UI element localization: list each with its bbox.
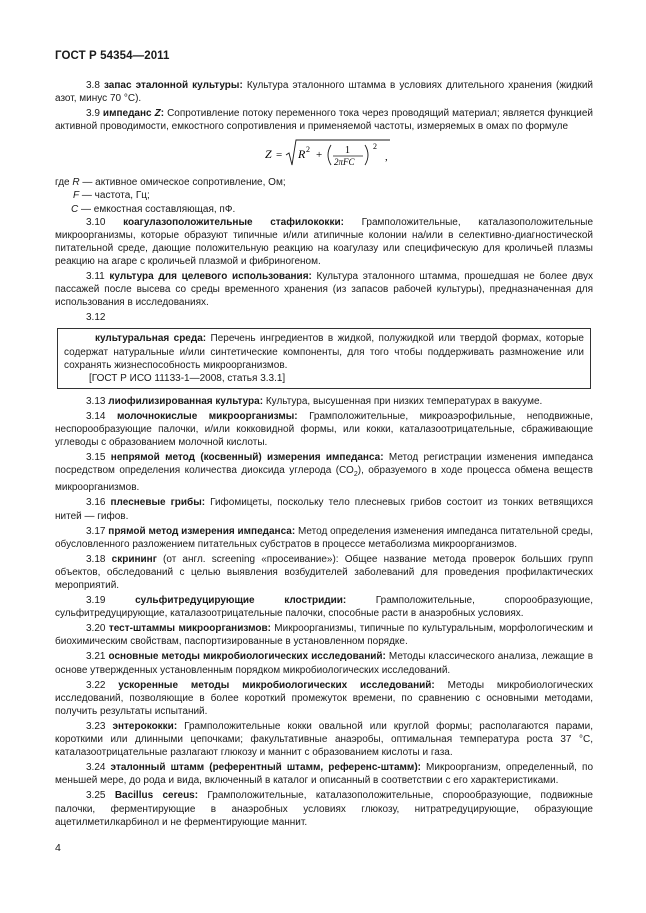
where-symbol: F	[73, 190, 80, 202]
clause-number: 3.15	[86, 452, 106, 464]
definition-3-19	[55, 594, 593, 620]
clause-number: 3.23	[86, 720, 106, 732]
definition-text: Грамположительные кокки овальной или круглой формы; располагаются парами, короткими или длинными цепочками; факультативные анаэробы, оптимальная температура роста 37 °С, каталазоотрицательные разлагают глюкозу и маннит с образованием кислоты и газа.	[55, 720, 593, 759]
term: прямой метод измерения импеданса:	[108, 525, 296, 537]
term: ускоренные методы микробиологических исследований:	[118, 679, 435, 691]
definition-text: (от англ. screening «просеивание»): Общее название метода проверок больших групп объектов, обследований с целью выявления возбудителей заболеваний для проведения профилактических мероприятий.	[55, 553, 594, 591]
impedance-formula	[55, 136, 593, 172]
page-header-title: ГОСТ Р 54354—2011	[55, 50, 170, 62]
formula-eq: =	[276, 149, 283, 162]
term: молочнокислые микроорганизмы:	[116, 410, 298, 422]
right-paren	[365, 145, 368, 165]
definition-text: Культура эталонного штамма, прошедшая не более двух пассажей после высева со среды временного хранения (из запасов рабочей культуры), предназначенная для использования в исследованиях.	[55, 271, 593, 309]
clause-number: 3.19	[86, 595, 106, 607]
left-paren	[328, 145, 331, 165]
definition-3-9	[55, 107, 593, 133]
clause-number: 3.10	[86, 216, 106, 228]
definition-text: Метод регистрации изменения импеданса посредством определения количества диоксида углерода (СО	[55, 452, 594, 477]
definition-text: Сопротивление потоку переменного тока через проводящий материал; является функцией активной проводимости, емкостного сопротивления и применяемой частоты, измеряемых в омах по формуле	[55, 108, 594, 133]
where-text: — активное омическое сопротивление, Ом;	[79, 177, 286, 189]
formula-numerator: 1	[345, 145, 350, 157]
where-symbol: R	[72, 177, 80, 189]
term: лиофилизированная культура:	[108, 395, 264, 407]
definition-3-23	[55, 720, 593, 759]
clause-number: 3.8	[86, 80, 100, 91]
where-row-f	[55, 189, 593, 202]
where-intro: где	[55, 177, 70, 189]
clause-number: 3.12	[86, 312, 106, 324]
page-number: 4	[55, 842, 61, 854]
formula-graphic	[263, 136, 393, 172]
formula-plus: +	[316, 149, 323, 162]
term: энтерококки:	[112, 720, 178, 732]
formula-comma: ,	[385, 151, 388, 164]
where-text: — емкостная составляющая, пФ.	[78, 203, 236, 215]
definition-text: Культура эталонного штамма в условиях длительного хранения (жидкий азот, минус 70 °С).	[55, 80, 593, 105]
definition-3-20	[55, 622, 593, 648]
where-symbol: C	[71, 203, 79, 215]
term: эталонный штамм (референтный штамм, референс-штамм):	[110, 762, 421, 774]
term: тест-штаммы микроорганизмов:	[108, 623, 271, 635]
definition-text: Перечень ингредиентов в жидкой, полужидкой или твердой формах, которые содержат натуральные и/или синтетические компоненты, для того чтобы поддерживать размножение или сохранять жизнеспособность микроорганизмов.	[64, 333, 584, 371]
clause-number: 3.17	[86, 525, 106, 537]
definition-text: Микроорганизм, определенный, по меньшей мере, до рода и вида, включенный в каталог и описанный в соответствии с его характеристиками.	[55, 762, 594, 787]
definition-3-16	[55, 496, 593, 522]
definition-text: Метод определения изменения импеданса питательной среды, обусловленного разложением питательных субстратов в процессе метаболизма микроорганизмов.	[55, 525, 593, 550]
definition-text: Гифомицеты, поскольку тело плесневых грибов состоит из тонких ветвящихся нитей — гифов.	[55, 497, 593, 522]
clause-number: 3.13	[86, 395, 106, 407]
where-row-r	[55, 176, 593, 189]
term: скрининг	[111, 553, 157, 565]
where-list	[55, 176, 593, 215]
clause-number: 3.9	[86, 108, 100, 120]
box-definition	[64, 332, 584, 371]
where-text: — частота, Гц;	[79, 190, 150, 202]
clause-number: 3.20	[86, 623, 106, 635]
formula-r-exponent: 2	[306, 145, 310, 155]
definition-3-13	[55, 395, 593, 408]
formula-paren-exponent: 2	[373, 142, 377, 152]
term: непрямой метод (косвенный) измерения импеданса:	[110, 452, 384, 464]
clause-number: 3.18	[86, 553, 106, 565]
clause-number: 3.14	[86, 410, 106, 422]
definition-3-21	[55, 650, 593, 676]
definition-3-10	[55, 216, 593, 268]
term: культура для целевого использования:	[109, 271, 312, 283]
definition-text: Микроорганизмы, типичные по культуральным, морфологическим и биохимическим свойствам, паспортизированные в установленном порядке.	[55, 623, 593, 648]
formula-r: R	[298, 147, 306, 162]
term: Bacillus cereus:	[114, 790, 199, 802]
term: сульфитредуцирующие клостридии:	[135, 595, 347, 607]
term: плесневые грибы:	[110, 497, 206, 509]
definition-text: Грамположительные, спорообразующие, сульфитредуцирующие, каталазоотрицательные палочки, способные расти в анаэробных условиях.	[55, 595, 594, 620]
definition-3-18	[55, 553, 593, 592]
definition-text-end: ), образуемого в ходе процесса обмена веществ микроорганизмов.	[55, 465, 593, 494]
term: коагулазоположительные стафилококки:	[123, 216, 344, 228]
definition-text: Методы классического анализа, лежащие в основе утвержденных установленным порядком микробиологических исследований.	[55, 651, 594, 676]
clause-number: 3.16	[86, 497, 106, 509]
definition-3-12-number	[55, 311, 593, 324]
clause-number: 3.21	[86, 651, 106, 663]
where-row-c	[55, 203, 593, 216]
definition-3-8	[55, 79, 593, 105]
definition-3-24	[55, 761, 593, 787]
definition-text: Грамположительные, каталазоположительные, спорообразующие, подвижные палочки, ферментирующие в анаэробных условиях глюкозу, нитратредуцирующие, образующие ацетилметилкарбинол и не ферментирующие маннит.	[55, 790, 593, 828]
definition-text: Методы микробиологических исследований, позволяющие в более короткий промежуток времени, по сравнению с основными методами, получить результаты испытаний.	[55, 679, 594, 717]
document-body	[55, 79, 593, 831]
term-colon: :	[160, 108, 165, 120]
term: запас эталонной культуры:	[103, 80, 243, 91]
clause-number: 3.11	[86, 271, 105, 283]
box-reference: [ГОСТ Р ИСО 11133-1—2008, статья 3.3.1]	[89, 372, 286, 384]
definition-text: Грамположительные, каталазоположительные микроорганизмы, которые образуют типичные и/или атипичные колонии на/или в селективно-диагностической питательной среде, дающие положительную реакцию на коагулазу или специфическую для кроличьей плазмы реакцию на агаре с кроличьей плазмой и фибриногеном.	[55, 216, 594, 267]
definition-text: Культура, высушенная при низких температурах в вакууме.	[263, 395, 543, 407]
term: импеданс	[102, 108, 152, 120]
definition-3-25	[55, 789, 593, 828]
quoted-definition-box	[57, 328, 591, 388]
term: основные методы микробиологических исследований:	[108, 651, 386, 663]
formula-denominator: 2πFC	[334, 157, 355, 168]
clause-number: 3.22	[86, 679, 106, 691]
term-symbol: Z	[154, 108, 161, 120]
term: культуральная среда:	[95, 333, 207, 345]
definition-3-17	[55, 525, 593, 551]
formula-lhs: Z	[265, 147, 272, 162]
clause-number: 3.24	[86, 762, 106, 774]
definition-3-14	[55, 410, 593, 449]
definition-3-15	[55, 451, 593, 494]
definition-3-11	[55, 270, 593, 309]
subscript: 2	[353, 471, 358, 479]
definition-3-22	[55, 679, 593, 718]
definition-text: Грамположительные, микроаэрофильные, неподвижные, неспорообразующие палочки, и/или кокковидной формы, или кокки, каталазоотрицательные, сбраживающие углеводы с образованием молочной кислоты.	[55, 410, 594, 449]
clause-number: 3.25	[86, 790, 106, 802]
